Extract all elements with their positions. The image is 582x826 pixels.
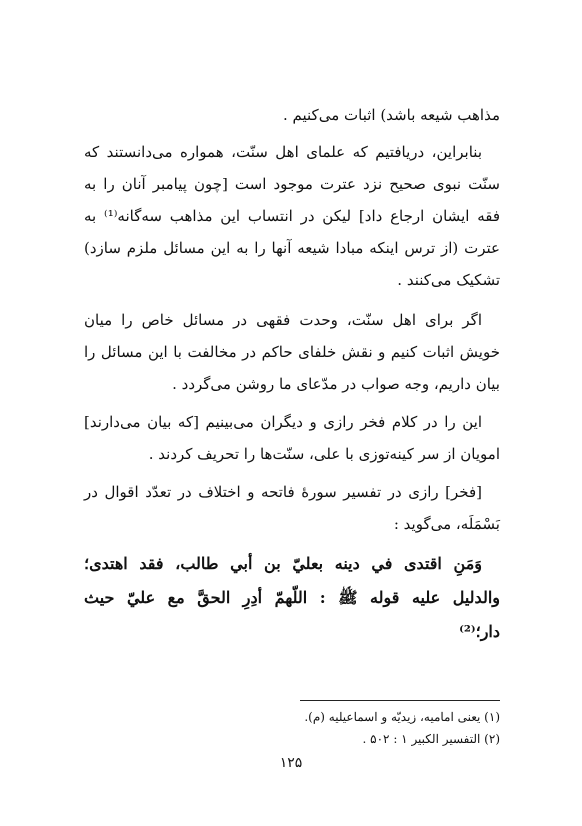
text-line: اگر برای اهل سنّت، وحدت فقهی در مسائل خاص را میان xyxy=(84,311,482,329)
text-line: بیان داریم، وجه صواب در مدّعای ما روشن می‌گردد . xyxy=(172,375,500,393)
arabic-quote-line: وَمَنِ اقتدى في دينه بعليّ بن أبي طالب، فقد اهتدى؛ xyxy=(84,554,482,573)
footnote: (۲) التفسیر الکبیر ۱ : ۵۰۲ . xyxy=(362,732,500,746)
text-line: تشکیک می‌کنند . xyxy=(397,271,500,289)
page-number: ۱۲۵ xyxy=(279,755,303,771)
text-line: این را در کلام فخر رازی و دیگران می‌بینیم [که بیان می‌دارند] xyxy=(84,413,482,431)
text-line: [فخر] رازی در تفسیر سورهٔ فاتحه و اختلاف در تعدّد اقوال در xyxy=(84,483,482,501)
text-line: بنابراین، دریافتیم که علمای اهل سنّت، همواره می‌دانستند که xyxy=(84,143,482,161)
text-line: امویان از سر کینه‌توزی با علی، سنّت‌ها را تحریف کردند . xyxy=(148,445,500,463)
text-line: مذاهب شیعه باشد) اثبات می‌کنیم . xyxy=(282,106,500,124)
text-line: عترت (از ترس اینکه مبادا شیعه آنها را به این مسائل ملزم سازد) xyxy=(84,239,500,257)
footnote: (۱) یعنی امامیه، زیدیّه و اسماعیلیه (م). xyxy=(304,710,500,724)
text-line: خویش اثبات کنیم و نقش خلفای حاکم در مخالفت با این مسائل را xyxy=(84,343,500,361)
arabic-quote-line: دار؛⁽²⁾ xyxy=(459,622,500,641)
text-line: بَسْمَلَه، می‌گوید : xyxy=(393,515,500,533)
text-line: سنّت نبوی صحیح نزد عترت موجود است [چون پیامبر آنان را به xyxy=(84,175,500,193)
footnote-separator xyxy=(300,700,500,701)
arabic-quote-line: والدليل عليه قوله ﷺ : اللّهمّ أدِرِ الحقَّ مع عليّ حيث xyxy=(84,588,500,607)
text-line: فقه ایشان ارجاع داد] لیکن در انتساب این مذاهب سه‌گانه⁽¹⁾ به xyxy=(84,207,501,225)
